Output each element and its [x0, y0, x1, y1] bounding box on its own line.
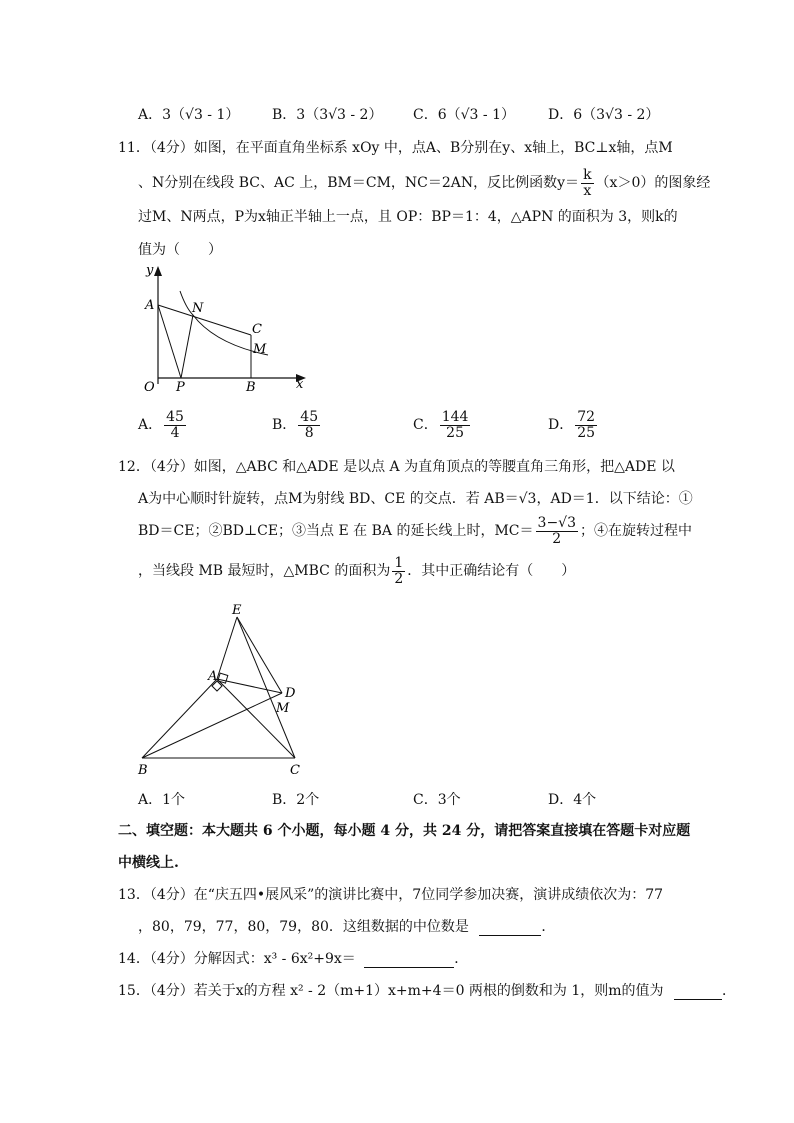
q11-option-b-fraction [298, 410, 320, 440]
q12-line4-den: 2 [394, 570, 404, 587]
q12-line4 [138, 556, 575, 586]
q11-option-a-den: 4 [170, 424, 180, 441]
q11-option-a-num: 45 [166, 409, 184, 425]
q11-label-b: B [246, 380, 256, 395]
q11-label-o: O [144, 380, 155, 395]
q11-option-a-letter: A． [138, 417, 163, 434]
q12-option-b: B．2个 [272, 792, 320, 808]
q12-label-b: B [138, 763, 148, 778]
q10-option-a: A．3（√3 - 1） [138, 107, 240, 123]
q11-fn-den: x [583, 182, 592, 199]
q12-line1: 12．（4分）如图，△ABC 和△ADE 是以点 A 为直角顶点的等腰直角三角形，把△ADE 以 [118, 459, 675, 475]
q11-fn-num: k [583, 167, 592, 183]
q12-line3-fraction [536, 516, 578, 546]
q11-label-c: C [252, 322, 262, 337]
q11-option-b-num: 45 [300, 409, 319, 425]
q11-option-c-fraction [440, 410, 471, 440]
q11-option-c [413, 410, 472, 440]
q11-option-d-den: 25 [577, 424, 596, 441]
q12-line3-post: ；④在旋转过程中 [580, 523, 692, 540]
q12-segment-ad [217, 679, 282, 693]
q11-option-d [548, 410, 599, 440]
q12-option-c: C．3个 [413, 792, 461, 808]
q12-option-a: A．1个 [138, 792, 186, 808]
q12-line3-pre: BD＝CE；②BD⊥CE；③当点 E 在 BA 的延长线上时，MC＝ [138, 523, 534, 540]
q11-line4: 值为（ ） [138, 242, 222, 258]
q12-line3-num: 3−√3 [537, 515, 576, 531]
q10-option-b: B．3（3√3 - 2） [272, 107, 383, 123]
q11-label-a: A [145, 298, 155, 313]
q11-option-a [138, 410, 188, 440]
q11-line2 [138, 168, 710, 198]
q11-label-m: M [253, 342, 267, 357]
q11-option-a-fraction [164, 410, 186, 440]
q14-answer-blank[interactable] [364, 953, 454, 968]
q12-line4-num: 1 [394, 555, 404, 571]
q13-line2-text: ，80，79，77，80，79，80．这组数据的中位数是 [138, 919, 469, 935]
q11-label-x: x [296, 377, 304, 392]
q11-label-p: P [176, 380, 185, 395]
q11-segment-ac [158, 305, 251, 335]
q11-line2-pre: 、N分别在线段 BC、AC 上，BM＝CM，NC＝2AN，反比例函数 [138, 175, 558, 192]
q14-line: 14．（4分）分解因式：x³ - 6x²+9x＝ ． [118, 951, 469, 967]
q12-segment-ba [142, 679, 217, 758]
q12-option-d: D．4个 [548, 792, 597, 808]
q11-figure [130, 258, 315, 398]
q11-option-b-den: 8 [304, 424, 314, 441]
q11-option-c-letter: C． [413, 417, 438, 434]
q11-line3: 过M、N两点，P为x轴正半轴上一点，且 OP：BP＝1：4，△APN 的面积为 3，则k的 [138, 209, 678, 225]
q12-segment-bd [142, 693, 282, 758]
q11-label-n: N [192, 301, 204, 316]
q11-y-arrow-icon [154, 266, 162, 276]
q15-line: 15．（4分）若关于x的方程 x² - 2（m+1）x+m+4＝0 两根的倒数和为 1，则m的值为 ． [118, 983, 737, 999]
q12-label-m: M [276, 701, 290, 716]
q12-segment-ac [217, 679, 295, 758]
q11-option-c-num: 144 [441, 409, 469, 425]
q12-label-e: E [232, 603, 242, 618]
q12-label-a: A [208, 669, 218, 684]
q12-line4-fraction [392, 556, 405, 586]
q11-label-y: y [146, 263, 154, 278]
q11-fn-y: y＝ [557, 175, 580, 192]
q12-line3-den: 2 [552, 530, 562, 547]
q12-line2: A为中心顺时针旋转，点M为射线 BD、CE 的交点．若 AB＝√3，AD＝1．以下结论：① [138, 491, 693, 507]
q11-fn-fraction [581, 168, 593, 198]
q10-option-d: D．6（3√3 - 2） [548, 107, 660, 123]
q12-label-c: C [290, 763, 300, 778]
q15-answer-blank[interactable] [674, 985, 722, 1000]
q12-line4-post: ．其中正确结论有（ ） [407, 563, 576, 580]
q12-segment-ae [217, 617, 237, 679]
section2-heading-line2: 中横线上. [118, 855, 179, 871]
q13-line2: ，80，79，77，80，79，80．这组数据的中位数是 ． [138, 919, 556, 935]
q12-line3 [138, 516, 692, 546]
q12-right-angle-ead-icon [218, 673, 228, 683]
q10-option-c: C．6（√3 - 1） [413, 107, 515, 123]
q11-option-d-num: 72 [577, 409, 596, 425]
q11-line2-post: （x＞0）的图象经 [595, 175, 711, 192]
q11-option-b-letter: B． [272, 417, 297, 434]
q11-line1: 11．（4分）如图，在平面直角坐标系 xOy 中，点A、B分别在y、x轴上，BC⊥x轴，点M [118, 140, 673, 156]
q12-line4-pre: ，当线段 MB 最短时，△MBC 的面积为 [138, 563, 391, 580]
q13-line1: 13．（4分）在“庆五四•展风采”的演讲比赛中，7位同学参加决赛，演讲成绩依次为：77 [118, 887, 664, 903]
q14-text: 14．（4分）分解因式：x³ - 6x²+9x＝ [118, 951, 356, 967]
q12-label-d: D [285, 686, 296, 701]
q11-segment-ap [158, 305, 181, 378]
q11-option-d-letter: D． [548, 417, 574, 434]
section2-heading-line1: 二、填空题：本大题共 6 个小题，每小题 4 分，共 24 分，请把答案直接填在答题卡对应题 [118, 823, 691, 839]
q11-option-d-fraction [575, 410, 597, 440]
q11-option-c-den: 25 [446, 424, 464, 441]
q15-text: 15．（4分）若关于x的方程 x² - 2（m+1）x+m+4＝0 两根的倒数和为 1，则m的值为 [118, 983, 664, 999]
q12-figure [130, 600, 320, 780]
q11-segment-pn [181, 315, 193, 378]
q13-answer-blank[interactable] [479, 921, 541, 936]
q11-option-b [272, 410, 322, 440]
q12-segment-ed [237, 617, 282, 693]
